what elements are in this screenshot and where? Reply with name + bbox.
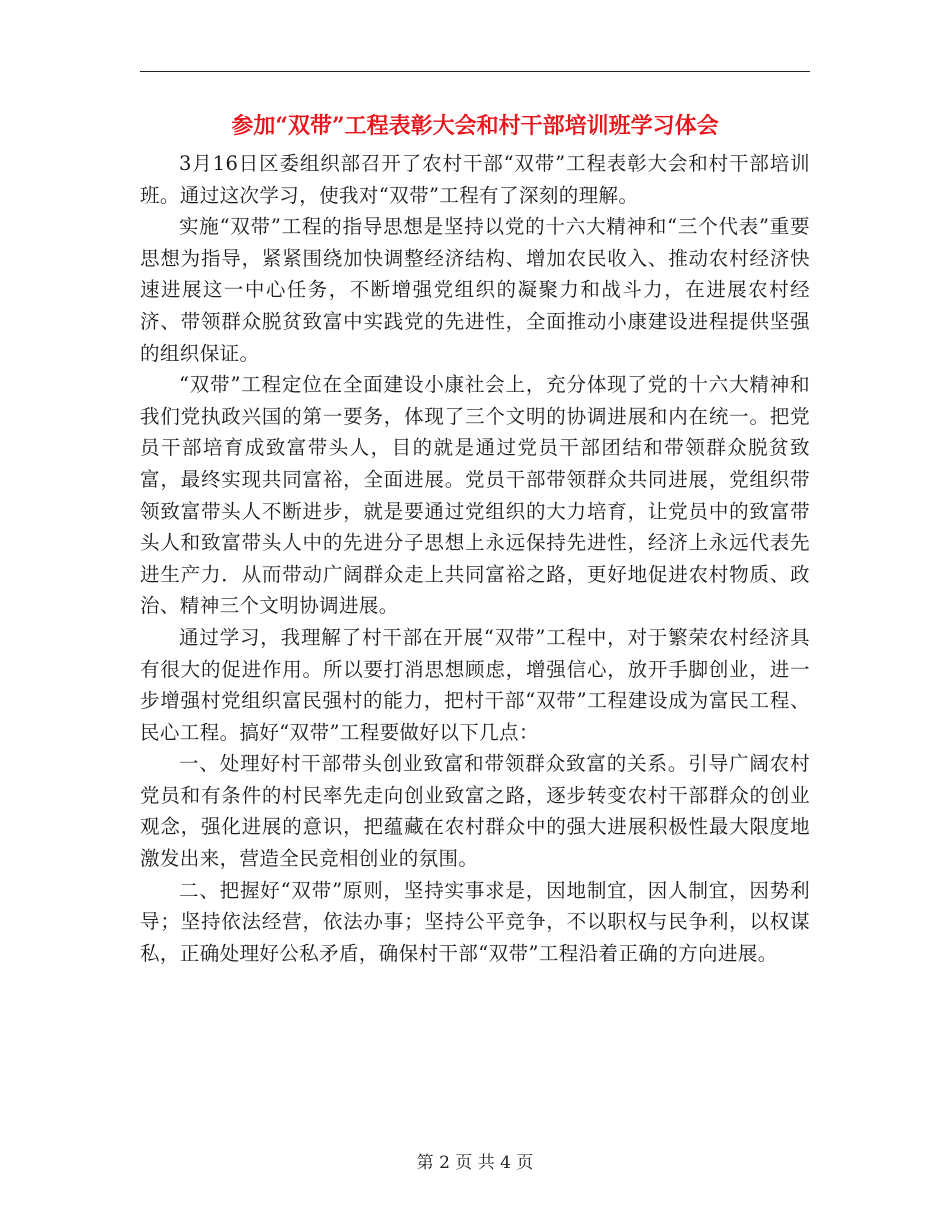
document-title: 参加“双带”工程表彰大会和村干部培训班学习体会 bbox=[231, 113, 719, 139]
document-body bbox=[140, 148, 810, 969]
paragraph-5: 一、处理好村干部带头创业致富和带领群众致富的关系。引导广阔农村党员和有条件的村民率先走向创业致富之路，逐步转变农村干部群众的创业观念，强化进展的意识，把蕴藏在农村群众中的强大进展积极性最大限度地激发出来，营造全民竞相创业的氛围。 bbox=[140, 752, 810, 871]
header-rule bbox=[140, 71, 810, 72]
page-footer: 第 2 页 共 4 页 bbox=[416, 1153, 534, 1173]
paragraph-3: “双带”工程定位在全面建设小康社会上，充分体现了党的十六大精神和我们党执政兴国的第一要务，体现了三个文明的协调进展和内在统一。把党员干部培育成致富带头人，目的就是通过党员干部团结和带领群众脱贫致富，最终实现共同富裕，全面进展。党员干部带领群众共同进展，党组织带领致富带头人不断进步，就是要通过党组织的大力培育，让党员中的致富带头人和致富带头人中的先进分子思想上永远保持先进性，经济上永远代表先进生产力．从而带动广阔群众走上共同富裕之路，更好地促进农村物质、政治、精神三个文明协调进展。 bbox=[140, 373, 810, 618]
paragraph-2: 实施“双带”工程的指导思想是坚持以党的十六大精神和“三个代表”重要思想为指导，紧紧围绕加快调整经济结构、增加农民收入、推动农村经济快速进展这一中心任务，不断增强党组织的凝聚力和战斗力，在进展农村经济、带领群众脱贫致富中实践党的先进性，全面推动小康建设进程提供坚强的组织保证。 bbox=[140, 215, 810, 365]
paragraph-1: 3月16日区委组织部召开了农村干部“双带”工程表彰大会和村干部培训班。通过这次学习，使我对“双带”工程有了深刻的理解。 bbox=[140, 152, 810, 207]
paragraph-4: 通过学习，我理解了村干部在开展“双带”工程中，对于繁荣农村经济具有很大的促进作用。所以要打消思想顾虑，增强信心，放开手脚创业，进一步增强村党组织富民强村的能力，把村干部“双带”工程建设成为富民工程、民心工程。搞好“双带”工程要做好以下几点： bbox=[140, 625, 810, 744]
paragraph-6: 二、把握好“双带”原则，坚持实事求是，因地制宜，因人制宜，因势利导；坚持依法经营，依法办事；坚持公平竞争，不以职权与民争利，以权谋私，正确处理好公私矛盾，确保村干部“双带”工程沿着正确的方向进展。 bbox=[140, 878, 810, 965]
